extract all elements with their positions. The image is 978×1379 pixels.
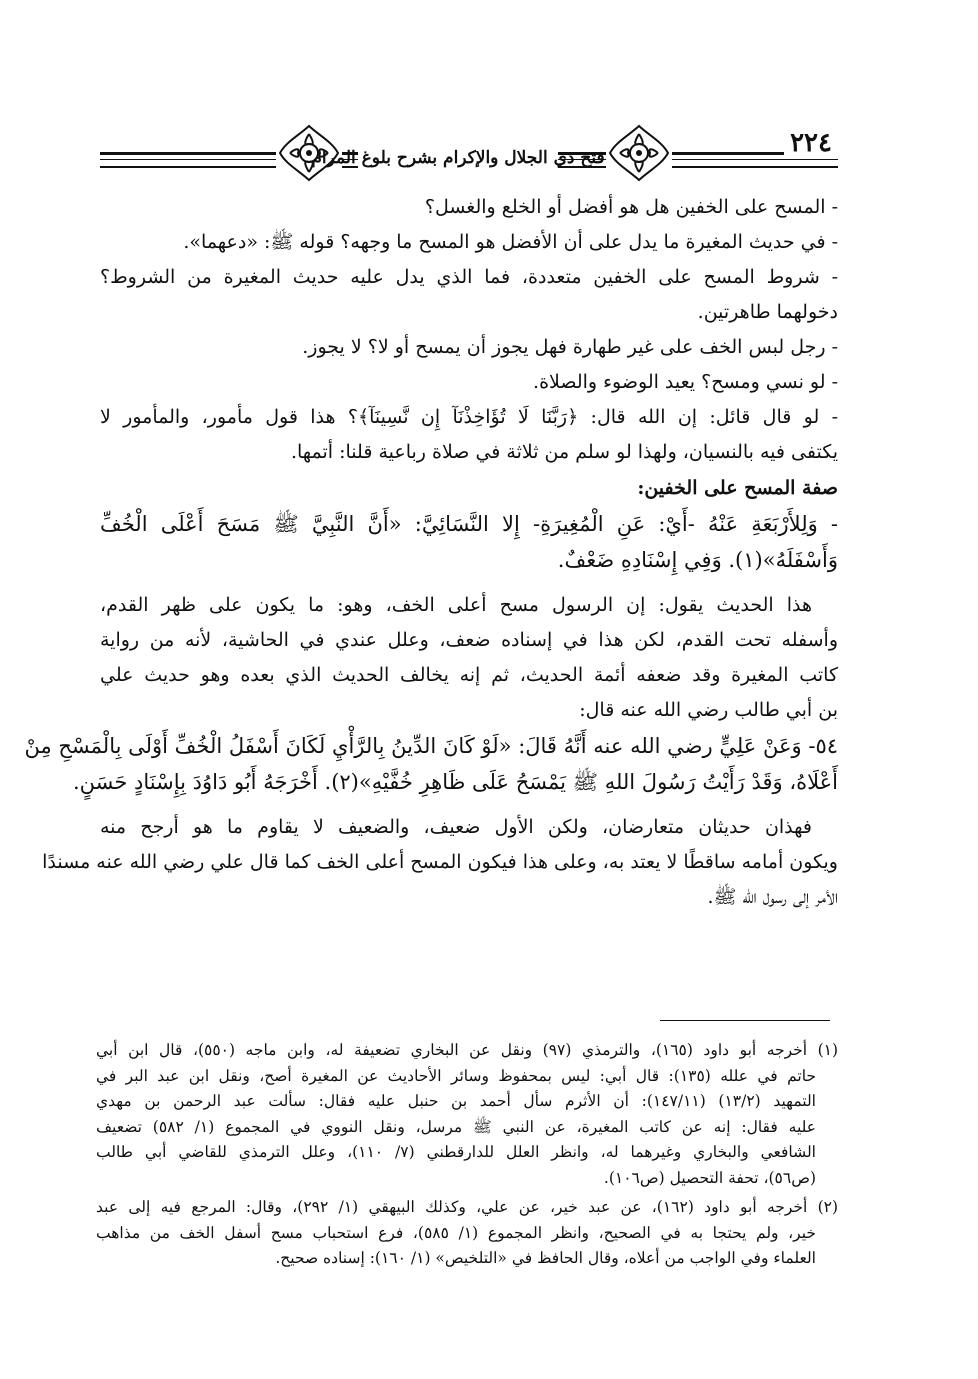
page-header [100,118,838,188]
main-text [24,190,838,915]
header-title-band [311,138,605,178]
commentary-line: كاتب المغيرة وقد ضعفه أئمة الحديث، ثم إنه يخالف الحديث الذي بعده وهو حديث علي [100,664,838,686]
footnote-separator [660,1020,830,1021]
book-title: فتح ذي الجلال والإكرام بشرح بلوغ المرام [311,148,605,168]
text-line: - المسح على الخفين هل هو أفضل أو الخلع والغسل؟ [424,196,838,218]
footnote-line: حاتم في علله (١٣٥): قال أبي: ليس بمحفوظ وسائر الأحاديث عن المغيرة أصح، ونقل ابن عبد البر في [96,1066,817,1085]
text-line: - لو نسي ومسح؟ يعيد الوضوء والصلاة. [533,371,838,393]
hadith-line: وَأَسْفَلَهُ»(١). وَفِي إِسْنَادِهِ ضَعْفٌ. [557,548,838,572]
footnote-line: عليه فقال: إنه عن كاتب المغيرة، عن النبي ﷺ مرسل، ونقل النووي في المجموع (١/ ٥٨٢) تضعيف [96,1117,817,1136]
text-line: - في حديث المغيرة ما يدل على أن الأفضل هو المسح ما وجهه؟ قوله ﷺ: «دعهما». [183,231,838,253]
ornament-right-icon [606,122,672,184]
commentary-line: بن أبي طالب رضي الله عنه قال: [579,699,838,721]
commentary-line: هذا الحديث يقول: إن الرسول مسح أعلى الخف، وهو: ما يكون على ظهر القدم، [100,594,812,616]
footnote-line: خير، ولم يحتجا به في الصحيح، وانظر المجموع (١/ ٥٨٥)، فرع استحباب مسح أسفل الخف من مذاهب [96,1223,816,1242]
text-line: - رجل لبس الخف على غير طهارة فهل يجوز أن يمسح أو لا؟ لا يجوز. [302,336,838,358]
footnote-line: الشافعي والبخاري وغيرهما له، وانظر العلل للدارقطني (٧/ ١١٠)، وعلل الترمذي للقاضي أبي طالب [96,1143,816,1161]
text-line: دخولهما طاهرتين. [697,301,838,323]
commentary-line: الأمر إلى رسول الله ﷺ. [707,886,838,908]
footnote-line: (١) أخرجه أبو داود (١٦٥)، والترمذي (٩٧) ونقل عن البخاري تضعيفة له، وابن ماجه (٥٥٠)، قال ابن أبي [96,1041,839,1059]
hadith-line: ٥٤- وَعَنْ عَلِيٍّ رضي الله عنه أَنَّهُ قَالَ: «لَوْ كَانَ الدِّينُ بِالرَّأْيِ لَكَانَ أَسْفَلُ الْخُفِّ أَوْلَى بِالْمَسْحِ مِنْ [24,734,838,758]
commentary-line: ويكون أمامه ساقطًا لا يعتد به، وعلى هذا فيكون المسح أعلى الخف كما قال علي رضي الله عنه مسندًا [42,851,838,873]
hadith-line: أَعْلَاهُ، وَقَدْ رَأَيْتُ رَسُولَ اللهِ ﷺ يَمْسَحُ عَلَى ظَاهِرِ خُفَّيْهِ»(٢). أَخْرَجَهُ أَبُو دَاوُدَ بِإِسْنَادٍ حَسَنٍ. [72,770,838,794]
footnote-line: التمهيد (١٣/٢) (١٤٧/١١): أن الأثرم سأل أحمد بن حنبل عليه فقال: سألت عبد الرحمن بن مهدي [96,1092,816,1110]
footnote-line: (ص٥٦)، تحفة التحصيل (ص١٠٦). [603,1168,816,1187]
commentary-line: فهذان حديثان متعارضان، ولكن الأول ضعيف، والضعيف لا يقاوم ما هو أرجح منه [100,816,812,838]
text-line: - لو قال قائل: إن الله قال: ﴿رَبَّنَا لَا تُؤَاخِذْنَآ إِن نَّسِينَآ﴾؟ هذا قول مأمور، والمأمور لا [100,406,838,428]
footnote-line: (٢) أخرجه أبو داود (١٦٢)، عن عبد خير، عن علي، وكذلك البيهقي (١/ ٢٩٢)، وقال: المرجع فيه إلى عبد [96,1198,839,1216]
section-heading: صفة المسح على الخفين: [637,477,838,499]
page-number: ٢٢٤ [784,128,838,158]
hadith-line: - وَلِلأَرْبَعَةِ عَنْهُ -أَيْ: عَنِ الْمُغِيرَةِ- إِلا النَّسَائِيَّ: «أَنَّ النَّبِيَّ ﷺ مَسَحَ أَعْلَى الْخُفِّ [100,512,838,536]
footnotes [96,1038,838,1272]
commentary-line: وأسفله تحت القدم، لكن هذا في إسناده ضعف، وعلل عندي في الحاشية، لأنه من رواية [100,629,838,651]
text-line: - شروط المسح على الخفين متعددة، فما الذي يدل عليه حديث المغيرة من الشروط؟ [100,266,838,288]
footnote-line: العلماء وفي الواجب من أعلاه، وقال الحافظ في «التلخيص» (١/ ١٦٠): إسناده صحيح. [275,1249,816,1267]
text-line: يكتفى فيه بالنسيان، ولهذا لو سلم من ثلاثة في صلاة رباعية قلنا: أتمها. [290,441,838,463]
